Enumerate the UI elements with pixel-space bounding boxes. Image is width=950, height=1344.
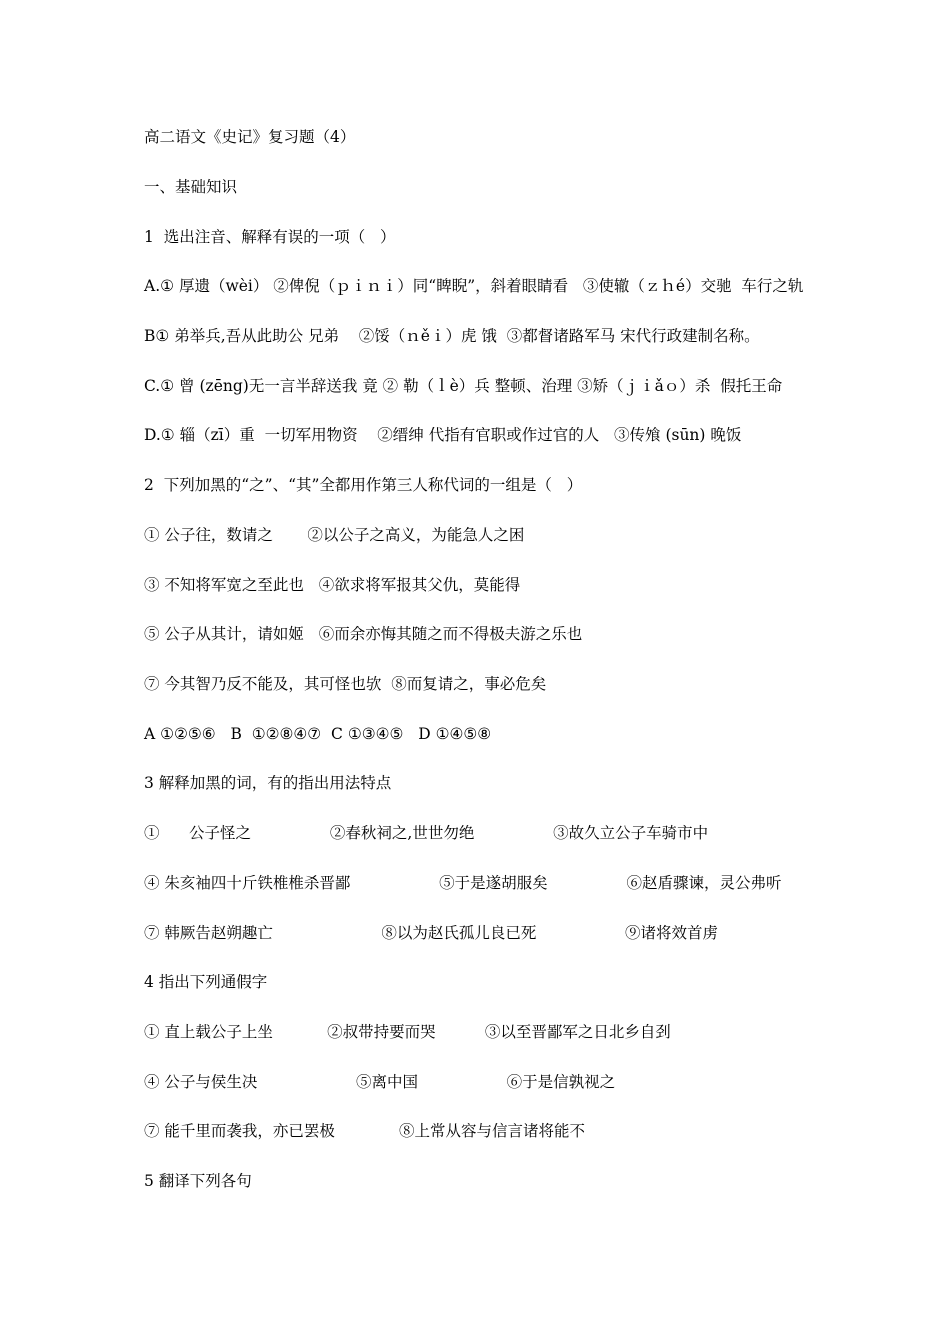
question-1-option-a: A.① 厚遗（wèi） ②俾倪（ｐｉｎｉ）同“睥睨”，斜着眼睛看 ③使辙（ｚｈé）交驰 车行之轨 <box>144 277 804 295</box>
question-3-line-2: ④ 朱亥袖四十斤铁椎椎杀晋鄙 ⑤于是遂胡服矣 ⑥赵盾骤谏，灵公弗听 <box>144 874 782 892</box>
question-2-line-3: ⑤ 公子从其计，请如姬 ⑥而余亦悔其随之而不得极夫游之乐也 <box>144 625 583 643</box>
section-heading-basics: 一、基础知识 <box>144 178 238 196</box>
question-1-option-d: D.① 辎（zī）重 一切军用物资 ②缙绅 代指有官职或作过官的人 ③传飧 (sūn) 晚饭 <box>144 426 742 444</box>
question-2-options: A ①②⑤⑥ B ①②⑧④⑦ C ①③④⑤ D ①④⑤⑧ <box>144 725 492 743</box>
question-3-line-3: ⑦ 韩厥告赵朔趣亡 ⑧以为赵氏孤儿良已死 ⑨诸将效首虏 <box>144 924 719 942</box>
question-2-stem: 2 下列加黑的“之”、“其”全都用作第三人称代词的一组是（ ） <box>144 476 583 494</box>
question-1-option-c: C.① 曾 (zēng)无一言半辞送我 竟 ② 勒（ｌè）兵 整顿、治理 ③矫（ｊｉǎｏ）杀 假托王命 <box>144 377 783 395</box>
question-1-option-b: B① 弟举兵,吾从此助公 兄弟 ②馁（ｎěｉ）虎 饿 ③都督诸路军马 宋代行政建制名称。 <box>144 327 760 345</box>
document-title: 高二语文《史记》复习题（4） <box>144 128 356 146</box>
question-1-stem: 1 选出注音、解释有误的一项（ ） <box>144 228 396 246</box>
question-4-line-3: ⑦ 能千里而袭我，亦已罢极 ⑧上常从容与信言诸将能不 <box>144 1122 585 1140</box>
question-2-line-1: ① 公子往，数请之 ②以公子之高义，为能急人之困 <box>144 526 525 544</box>
question-3-stem: 3 解释加黑的词，有的指出用法特点 <box>144 774 392 792</box>
question-2-line-2: ③ 不知将军宽之至此也 ④欲求将军报其父仇，莫能得 <box>144 576 521 594</box>
question-3-line-1: ① 公子怪之 ②春秋祠之,世世勿绝 ③故久立公子车骑市中 <box>144 824 709 842</box>
question-4-line-1: ① 直上载公子上坐 ②叔带持要而哭 ③以至晋鄙军之日北乡自刭 <box>144 1023 671 1041</box>
question-4-line-2: ④ 公子与侯生决 ⑤离中国 ⑥于是信孰视之 <box>144 1073 616 1091</box>
question-2-line-4: ⑦ 今其智乃反不能及，其可怪也欤 ⑧而复请之，事必危矣 <box>144 675 547 693</box>
question-4-stem: 4 指出下列通假字 <box>144 973 268 991</box>
question-5-stem: 5 翻译下列各句 <box>144 1172 252 1190</box>
